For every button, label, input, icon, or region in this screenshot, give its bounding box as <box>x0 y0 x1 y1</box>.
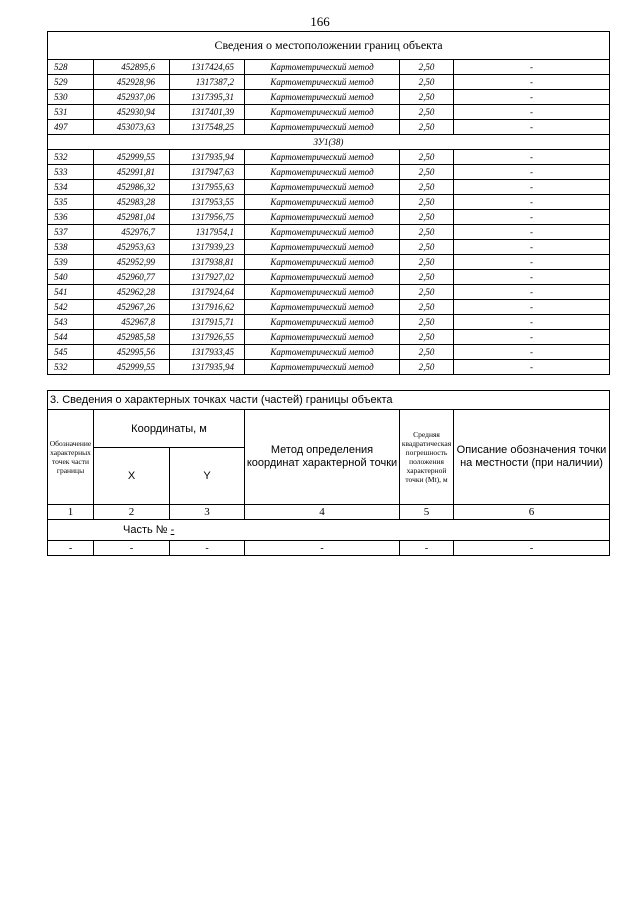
x-coordinate-cell: 452986,32 <box>94 180 170 195</box>
x-coordinate-cell: 452999,55 <box>94 150 170 165</box>
mean-error-cell: 2,50 <box>400 180 454 195</box>
description-cell: - <box>454 90 610 105</box>
table-row <box>48 360 610 375</box>
boundary-table-title: Сведения о местоположении границ объекта <box>48 32 610 60</box>
method-cell: Картометрический метод <box>245 150 400 165</box>
table-row <box>48 330 610 345</box>
description-cell: - <box>454 180 610 195</box>
point-number-cell: 545 <box>48 345 94 360</box>
method-cell: Картометрический метод <box>245 210 400 225</box>
column-number: 5 <box>400 505 454 520</box>
method-cell: Картометрический метод <box>245 270 400 285</box>
table-row <box>48 210 610 225</box>
header-x: X <box>94 448 170 505</box>
point-number-cell: 538 <box>48 240 94 255</box>
y-coordinate-cell: 1317935,94 <box>170 360 245 375</box>
part-label: Часть № <box>123 524 168 536</box>
method-cell: Картометрический метод <box>245 285 400 300</box>
description-cell: - <box>454 360 610 375</box>
point-number-cell: 540 <box>48 270 94 285</box>
description-cell: - <box>454 210 610 225</box>
x-coordinate-cell: 452991,81 <box>94 165 170 180</box>
mean-error-cell: 2,50 <box>400 120 454 135</box>
y-coordinate-cell: 1317915,71 <box>170 315 245 330</box>
y-coordinate-cell: 1317424,65 <box>170 60 245 75</box>
description-cell: - <box>454 165 610 180</box>
header-y: Y <box>170 448 245 505</box>
point-number-cell: 534 <box>48 180 94 195</box>
y-coordinate-cell: 1317954,1 <box>170 225 245 240</box>
header-coordinates: Координаты, м <box>94 410 245 448</box>
method-cell: Картометрический метод <box>245 195 400 210</box>
method-cell: Картометрический метод <box>245 180 400 195</box>
x-coordinate-cell: 452981,04 <box>94 210 170 225</box>
y-coordinate-cell: 1317916,62 <box>170 300 245 315</box>
method-cell: Картометрический метод <box>245 360 400 375</box>
x-coordinate-cell: 452960,77 <box>94 270 170 285</box>
x-coordinate-cell: 452999,55 <box>94 360 170 375</box>
table-row <box>48 240 610 255</box>
point-number-cell: 539 <box>48 255 94 270</box>
x-coordinate-cell: 452952,99 <box>94 255 170 270</box>
part-row <box>48 520 610 541</box>
table-row <box>48 90 610 105</box>
point-number-cell: 531 <box>48 105 94 120</box>
mean-error-cell: 2,50 <box>400 225 454 240</box>
column-number: 3 <box>170 505 245 520</box>
table-row <box>48 285 610 300</box>
mean-error-cell: 2,50 <box>400 315 454 330</box>
table-row <box>48 180 610 195</box>
y-coordinate-cell: 1317926,55 <box>170 330 245 345</box>
empty-cell: - <box>454 541 610 556</box>
empty-cell: - <box>245 541 400 556</box>
empty-cell: - <box>170 541 245 556</box>
mean-error-cell: 2,50 <box>400 255 454 270</box>
point-number-cell: 532 <box>48 360 94 375</box>
method-cell: Картометрический метод <box>245 60 400 75</box>
header-mean-error: Средняя квадратическая погрешность положения характерной точки (Мt), м <box>400 410 454 505</box>
description-cell: - <box>454 330 610 345</box>
point-number-cell: 533 <box>48 165 94 180</box>
description-cell: - <box>454 225 610 240</box>
empty-cell: - <box>48 541 94 556</box>
method-cell: Картометрический метод <box>245 105 400 120</box>
method-cell: Картометрический метод <box>245 330 400 345</box>
x-coordinate-cell: 452983,28 <box>94 195 170 210</box>
y-coordinate-cell: 1317939,23 <box>170 240 245 255</box>
x-coordinate-cell: 452967,26 <box>94 300 170 315</box>
point-number-cell: 537 <box>48 225 94 240</box>
column-number: 2 <box>94 505 170 520</box>
y-coordinate-cell: 1317938,81 <box>170 255 245 270</box>
subheader-row: ЗУ1(38) <box>48 135 610 150</box>
point-number-cell: 541 <box>48 285 94 300</box>
y-coordinate-cell: 1317387,2 <box>170 75 245 90</box>
x-coordinate-cell: 452967,8 <box>94 315 170 330</box>
table-row <box>48 75 610 90</box>
x-coordinate-cell: 452895,6 <box>94 60 170 75</box>
table-row <box>48 105 610 120</box>
mean-error-cell: 2,50 <box>400 150 454 165</box>
header-method: Метод определения координат характерной точки <box>245 410 400 505</box>
mean-error-cell: 2,50 <box>400 345 454 360</box>
table-row <box>48 120 610 135</box>
boundary-points-table <box>47 31 610 375</box>
y-coordinate-cell: 1317924,64 <box>170 285 245 300</box>
column-number: 6 <box>454 505 610 520</box>
method-cell: Картометрический метод <box>245 240 400 255</box>
description-cell: - <box>454 315 610 330</box>
description-cell: - <box>454 105 610 120</box>
table-row <box>48 195 610 210</box>
x-coordinate-cell: 452930,94 <box>94 105 170 120</box>
x-coordinate-cell: 452962,28 <box>94 285 170 300</box>
x-coordinate-cell: 452928,96 <box>94 75 170 90</box>
method-cell: Картометрический метод <box>245 255 400 270</box>
y-coordinate-cell: 1317956,75 <box>170 210 245 225</box>
table-row <box>48 165 610 180</box>
y-coordinate-cell: 1317935,94 <box>170 150 245 165</box>
header-description: Описание обозначения точки на местности (при наличии) <box>454 410 610 505</box>
method-cell: Картометрический метод <box>245 315 400 330</box>
part-value: - <box>170 524 175 536</box>
mean-error-cell: 2,50 <box>400 60 454 75</box>
page-number: 166 <box>310 14 330 29</box>
y-coordinate-cell: 1317927,02 <box>170 270 245 285</box>
y-coordinate-cell: 1317955,63 <box>170 180 245 195</box>
x-coordinate-cell: 452995,56 <box>94 345 170 360</box>
mean-error-cell: 2,50 <box>400 300 454 315</box>
mean-error-cell: 2,50 <box>400 285 454 300</box>
table-row <box>48 270 610 285</box>
column-number: 4 <box>245 505 400 520</box>
method-cell: Картометрический метод <box>245 120 400 135</box>
method-cell: Картометрический метод <box>245 345 400 360</box>
point-number-cell: 535 <box>48 195 94 210</box>
description-cell: - <box>454 255 610 270</box>
table-row <box>48 300 610 315</box>
point-number-cell: 528 <box>48 60 94 75</box>
mean-error-cell: 2,50 <box>400 195 454 210</box>
description-cell: - <box>454 120 610 135</box>
description-cell: - <box>454 75 610 90</box>
y-coordinate-cell: 1317933,45 <box>170 345 245 360</box>
mean-error-cell: 2,50 <box>400 90 454 105</box>
header-point-designation: Обозначение характерных точек части границы <box>48 410 94 505</box>
table-row <box>48 225 610 240</box>
x-coordinate-cell: 453073,63 <box>94 120 170 135</box>
method-cell: Картометрический метод <box>245 75 400 90</box>
description-cell: - <box>454 150 610 165</box>
table-row <box>48 60 610 75</box>
table-row <box>48 345 610 360</box>
part-points-table <box>47 390 610 556</box>
description-cell: - <box>454 240 610 255</box>
y-coordinate-cell: 1317953,55 <box>170 195 245 210</box>
point-number-cell: 536 <box>48 210 94 225</box>
table-row <box>48 150 610 165</box>
mean-error-cell: 2,50 <box>400 210 454 225</box>
method-cell: Картометрический метод <box>245 225 400 240</box>
description-cell: - <box>454 195 610 210</box>
empty-cell: - <box>400 541 454 556</box>
point-number-cell: 529 <box>48 75 94 90</box>
method-cell: Картометрический метод <box>245 90 400 105</box>
table-row <box>48 255 610 270</box>
column-number: 1 <box>48 505 94 520</box>
point-number-cell: 497 <box>48 120 94 135</box>
description-cell: - <box>454 270 610 285</box>
point-number-cell: 542 <box>48 300 94 315</box>
y-coordinate-cell: 1317395,31 <box>170 90 245 105</box>
description-cell: - <box>454 300 610 315</box>
mean-error-cell: 2,50 <box>400 75 454 90</box>
point-number-cell: 530 <box>48 90 94 105</box>
method-cell: Картометрический метод <box>245 165 400 180</box>
y-coordinate-cell: 1317401,39 <box>170 105 245 120</box>
mean-error-cell: 2,50 <box>400 105 454 120</box>
point-number-cell: 543 <box>48 315 94 330</box>
x-coordinate-cell: 452937,06 <box>94 90 170 105</box>
point-number-cell: 532 <box>48 150 94 165</box>
mean-error-cell: 2,50 <box>400 240 454 255</box>
description-cell: - <box>454 345 610 360</box>
description-cell: - <box>454 285 610 300</box>
mean-error-cell: 2,50 <box>400 270 454 285</box>
mean-error-cell: 2,50 <box>400 360 454 375</box>
mean-error-cell: 2,50 <box>400 165 454 180</box>
point-number-cell: 544 <box>48 330 94 345</box>
x-coordinate-cell: 452976,7 <box>94 225 170 240</box>
mean-error-cell: 2,50 <box>400 330 454 345</box>
x-coordinate-cell: 452953,63 <box>94 240 170 255</box>
table-row <box>48 315 610 330</box>
section3-title: 3. Сведения о характерных точках части (частей) границы объекта <box>48 391 610 410</box>
y-coordinate-cell: 1317947,63 <box>170 165 245 180</box>
method-cell: Картометрический метод <box>245 300 400 315</box>
y-coordinate-cell: 1317548,25 <box>170 120 245 135</box>
empty-cell: - <box>94 541 170 556</box>
x-coordinate-cell: 452985,58 <box>94 330 170 345</box>
description-cell: - <box>454 60 610 75</box>
